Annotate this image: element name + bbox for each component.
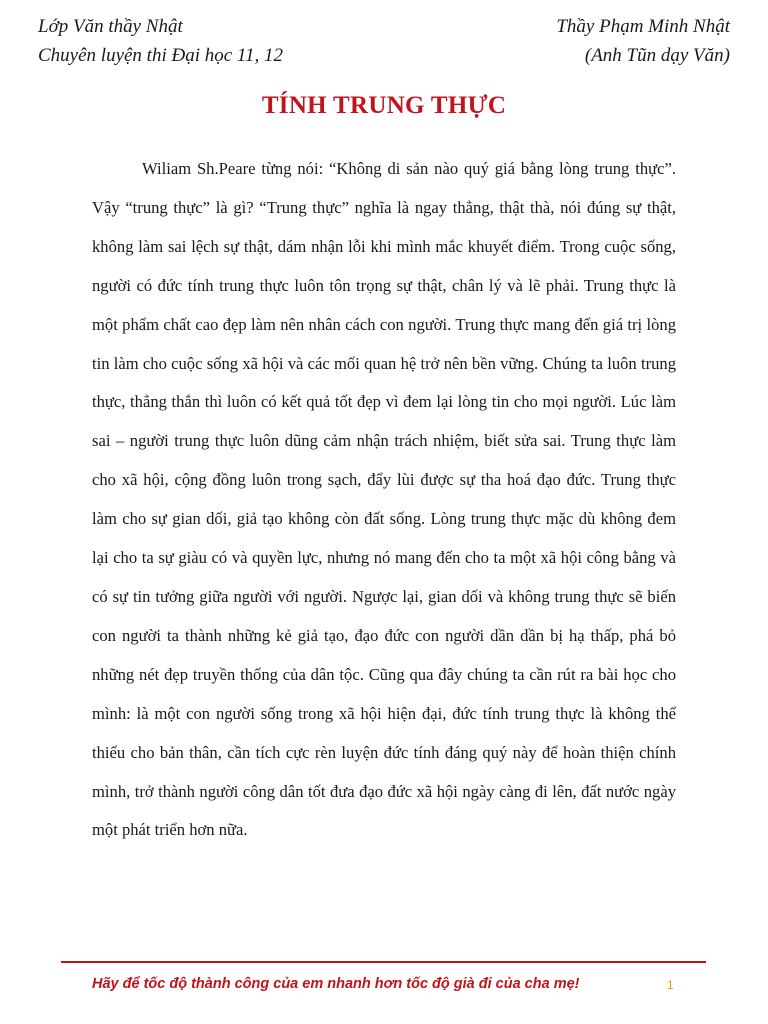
page-number: 1: [667, 978, 674, 992]
body-paragraph: Wiliam Sh.Peare từng nói: “Không di sản nào quý giá bằng lòng trung thực”. Vậy “trung thực” là gì? “Trung thực” nghĩa là ngay thẳng, thật thà, nói đúng sự thật, không làm sai lệch sự thật, dám nhận lỗi khi mình mắc khuyết điểm. Trong cuộc sống, người có đức tính trung thực luôn tôn trọng sự thật, chân lý và lẽ phải. Trung thực là một phẩm chất cao đẹp làm nên nhân cách con người. Trung thực mang đến giá trị lòng tin làm cho cuộc sống xã hội và các mối quan hệ trở nên bền vững. Chúng ta luôn trung thực, thẳng thắn thì luôn có kết quả tốt đẹp vì đem lại lòng tin cho mọi người. Lúc làm sai – người trung thực luôn dũng cảm nhận trách nhiệm, biết sửa sai. Trung thực làm cho xã hội, cộng đồng luôn trong sạch, đẩy lùi được sự tha hoá đạo đức. Trung thực làm cho sự gian dối, giả tạo không còn đất sống. Lòng trung thực mặc dù không đem lại cho ta sự giàu có và quyền lực, nhưng nó mang đến cho ta một xã hội công bằng và có sự tin tưởng giữa người với người. Ngược lại, gian dối và không trung thực sẽ biến con người ta thành những kẻ giả tạo, đạo đức con người dần dần bị hạ thấp, phá bỏ những nét đẹp truyền thống của dân tộc. Cũng qua đây chúng ta cần rút ra bài học cho mình: là một con người sống trong xã hội hiện đại, đức tính trung thực là không thể thiếu cho bản thân, cần tích cực rèn luyện đức tính đáng quý này để hoàn thiện chính mình, trở thành người công dân tốt đưa đạo đức xã hội ngày càng đi lên, đất nước ngày một phát triển hơn nữa.: [92, 159, 676, 840]
footer-divider: [61, 961, 706, 963]
header-teacher-nickname: (Anh Tũn dạy Văn): [584, 45, 730, 66]
header-teacher-name: Thầy Phạm Minh Nhật: [556, 16, 730, 37]
header-course-description: Chuyên luyện thi Đại học 11, 12: [38, 45, 284, 66]
footer-slogan: Hãy để tốc độ thành công của em nhanh hơn tốc độ già đi của cha mẹ!: [92, 976, 580, 992]
page-header: [38, 12, 730, 70]
header-row-1: [38, 12, 730, 41]
header-class-name: Lớp Văn thầy Nhật: [38, 16, 183, 37]
header-row-2: [38, 41, 730, 70]
document-title: TÍNH TRUNG THỰC: [261, 92, 507, 119]
